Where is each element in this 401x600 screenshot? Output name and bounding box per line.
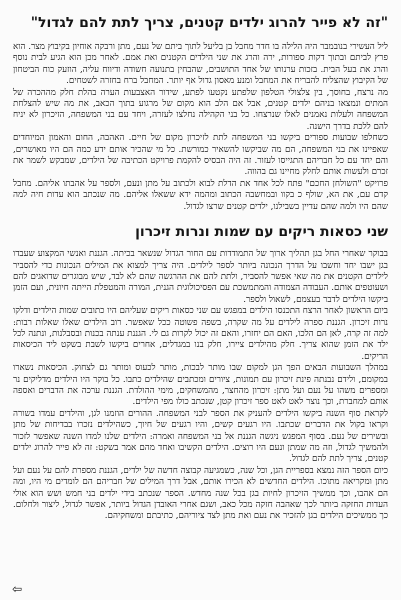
- section-paragraph: בבוקר שאחרי החל בגן תהליך ארוך של התמודדות עם החור הגדול שנשאר בכיתה. הגננת ואנשי המקצוע שעבדו בגן ישבו יחד וחשבו על הדרך הנכונה ביותר לספר לילדים. היה צריך למצוא את המילים הנכונות כדי להסביר לילדים הקטנים את מה שאי אפשר להסביר, ולתת להם את ההרגשה שהם לא לבד, שיש מבוגרים שדואגים להם ושעוטפים אותם. העבודה הצמודה והמתמשכת עם הפסיכולוגית הגנית, המורה והמטפלת הייתה חיונית, ועם הזמן ביקשו הילדים לדבר בעצמם, לשאול ולספר.: [13, 249, 388, 305]
- article-paragraph: פרויקט "השולחן החכם" פתח לכל אחד את הדלת לבוא ולכתוב על מתן ונעם, ולספר על אהבתו אליהם. מחבל קדם עם, את הא, שולף כ בקוו ובמחשבה הכתוב ומהמה ידא ששאלו אליהם. מה שנכתב הוא עדות חיה למה שהם היו ולמה שהם עדיין בשבילנו, ילדים קטנים שרצו לגדול.: [13, 178, 388, 212]
- article-title: "זה לא פייר להרוג ילדים קטנים, צריך לתת להם לגדול": [30, 15, 388, 31]
- article-paragraph: ליל העשירי בנובמבר היה הלילה בו חדר מחבל בן בליעל לתוך ביתם של נעם, מתן ורבקה אוחיון בקיבוץ מצר. הוא פרץ לביתם ובתוך דקות ספורות, ירה והרג את שני הילדים הקטנים ואת אמם. לאחר מכן הוא הגיע לבית נוסף והרג את בעל הבית. בזכות ערנותו של אחד התושבים, שהבחין בתנועה חשודה ודיווח עליה, הוזעק כוח הביטחון של הקיבוץ שהצליח להבריח את המחבל ומנע מאסון גדול אף יותר. המחבל ברח בחזרה לשטחים.: [13, 42, 388, 87]
- section-heading: שני כסאות ריקים עם שמות ונרות זיכרון: [135, 224, 388, 241]
- article-paragraph: כשחלפו שבועות ספורים ביקשו בני המשפחה לתת לזיכרון מקום של חיים. האהבה, החום והאמון המיוחדים שאפיינו את בני המשפחה, הם מה שביקשו להשאיר כמורשת. כל מי שהכיר אותם ידע כמה הם היו מאושרים, והם יחד עם כל חבריהם התגייסו לעזור. זה היה הבסיס להקמת פרויקט הכתיבה של הילדים, שמבקש לשמר את זכרם ולעשות אותם לחלק מחיינו גם בהווה.: [13, 133, 388, 178]
- section-paragraph: במהלך השבועות הבאים הפך הגן למקום שבו מותר לבכות, מותר לכעוס ומותר גם לצחוק. הכיסאות נשארו במקומם, ולידם נבנתה פינת זיכרון עם תמונות, ציורים ומכתבים שהילדים כתבו. כל בוקר היו הילדים מדליקים נר ומספרים משהו על נעם ועל מתן: זיכרון מהחצר, מהמשחקים, מימי ההולדת. הגננת ערכה את הדברים ואספה אותם למחברת, וכך נוצר לאט לאט ספר זיכרון קטן, שנכתב כולו מפי הילדים.: [13, 363, 388, 408]
- section-paragraph: כיום הספר הזה נמצא בספריית הגן, וכל שנה, כשמגיעה קבוצה חדשה של ילדים, הגננת מספרת להם על נעם ועל מתן ומקריאה מתוכו. הילדים החדשים לא הכירו אותם, אבל דרך המילים של חבריהם הם לומדים מי היו, ומה הם אהבו, וכך ממשיך הזיכרון לחיות בגן בכל שנה מחדש. הספר שנכתב בידי ילדים בני חמש ושש הוא אולי העדות החזקה ביותר לכך שאהבה חזקה מכל כאב, ושגם אחרי האובדן הגדול ביותר, אפשר לגדול, ליצור ולחלום. כך ממשיכים הילדים בגן להזכיר את נעם ואת מתן לצד ציוריהם, כתיבתם ומשחקיהם.: [13, 465, 388, 522]
- next-page-arrow-icon[interactable]: ⇦: [12, 582, 23, 596]
- section-paragraph: ביום הראשון לאחר הרצח התכנסו הילדים במפגש עם שני כסאות ריקים שעליהם היו כתובים שמות הילדים ודלקו נרות זיכרון. הגננת ספרה לילדים על מה שקרה, בשפה פשוטה ככל שאפשר. רוב הילדים שאלו שאלות רבות: למה זה קרה, לאן הם הלכו, האם הם יחזרו, והאם זה יכול לקרות גם לי. הגננת ענתה בכנות ובסבלנות, ונתנה לכל ילד את הזמן שהוא צריך. חלק מהילדים ציירו, חלק בנו במגדלים, אחרים ביקשו לשבת בשקט ליד הכיסאות הריקים.: [13, 306, 388, 362]
- article-paragraph: מה נרצח, בחוסך, בין צלצולי הטלפון שלפתע נקטעו לפתע, שידור האצבעות הערה בהלת חלק מההכרה של המתים ונמצאו בניהם ילדים קטנים, אבל אם הלב הוא מקום של מרגוע בתוך הכאב, את מה שיש להצלחת המשפחה ולעלות נאמנים לאלו שנרצחו. כל בני הקהילה נחלצו לעזרה, ויחד עם בני המשפחה, הזיכרון לא יניח להם ללכת בדרך הישנה.: [13, 87, 388, 132]
- section-paragraph: לקראת סוף השנה ביקשו הילדים להעניק את הספר לבני המשפחה. ההורים הוזמנו לגן, והילדים עמדו בשורה וקראו בקול את הדברים שכתבו. היו רגעים קשים, והיו רגעים של חיוך, כשהילדים נזכרו בבדיחות של מתן ובשירים של נעם. בסוף המפגש ניגשה הגננת אל בני המשפחה ואמרה: הילדים שלנו למדו השנה שאפשר לזכור ולהמשיך לגדול, וזה מה שמתן ונעם היו רוצים. הילדים הקשיבו ואחד מהם אמר בשקט: זה לא פייר להרוג ילדים קטנים, צריך לתת להם לגדול.: [13, 408, 388, 465]
